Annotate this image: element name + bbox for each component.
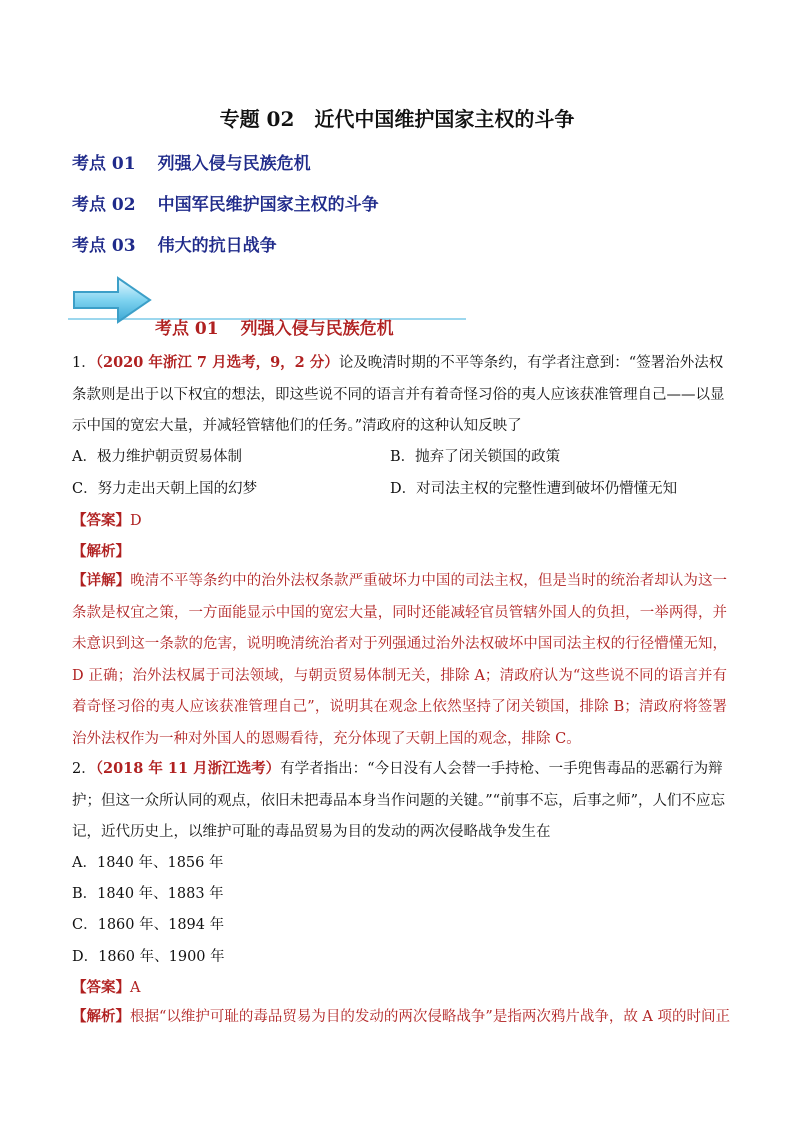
detail-text: 晚清不平等条约中的治外法权条款严重破坏力中国的司法主权，但是当时的统治者却认为这一条款是权宜之策，一方面能显示中国的宽宏大量，同时还能减轻官员管辖外国人的负担，一举两得，并未意识到这一条款的危害，说明晚清统治者对于列强通过治外法权破坏中国司法主权的行径懵懂无知，D 正确；治外法权属于司法领域，与朝贡贸易体制无关，排除 A；清政府认为“这些说不同的语言并有着奇怪习俗的夷人应该获准管理自己”，说明其在观念上依然坚持了闭关锁国，排除 B；清政府将签署治外法权作为一种对外国人的恩赐看待，充分体现了天朝上国的观念，排除 C。 xyxy=(72,573,728,747)
question-1-stem xyxy=(72,347,727,443)
answer-value: D xyxy=(130,513,142,529)
question-number: 2． xyxy=(72,761,96,777)
toc-item-number: 考点 01 xyxy=(72,154,136,174)
question-source: （2018 年 11 月浙江选考） xyxy=(95,760,281,777)
answer-label: 【答案】 xyxy=(72,979,130,996)
section-heading xyxy=(155,314,394,339)
toc-item-number: 考点 02 xyxy=(72,195,136,215)
answer-line xyxy=(72,976,140,997)
question-text: 论及晚清时期的不平等条约，有学者注意到：“签署治外法权条款则是出于以下权宜的想法，即这些说不同的语言并有着奇怪习俗的夷人应该获准管理自己——以显示中国的宽宏大量，并减轻管辖他们的任务。”清政府的这种认知反映了 xyxy=(72,355,725,434)
toc-item-number: 考点 03 xyxy=(72,236,136,256)
analysis-label: 【解析】 xyxy=(72,1008,130,1025)
detail-explanation xyxy=(72,565,727,755)
toc-item-label: 中国军民维护国家主权的斗争 xyxy=(157,195,379,215)
toc-item-label: 伟大的抗日战争 xyxy=(157,236,277,256)
option-d: D．对司法主权的完整性遭到破坏仍懵懂无知 xyxy=(390,481,678,497)
toc-item-2[interactable] xyxy=(72,190,379,215)
question-2-stem xyxy=(72,753,727,849)
option-a: A．极力维护朝贡贸易体制 xyxy=(72,449,242,465)
question-source: （2020 年浙江 7 月选考，9，2 分） xyxy=(95,354,339,371)
toc-item-3[interactable] xyxy=(72,231,277,256)
option-a: A．1840 年、1856 年 xyxy=(72,855,224,871)
toc-item-1[interactable] xyxy=(72,149,311,174)
question-text: 有学者指出：“今日没有人会替一手持枪、一手兜售毒品的恶霸行为辩护；但这一众所认同的观点，依旧未把毒品本身当作问题的关键。”“前事不忘，后事之师”，人们不应忘记，近代历史上，以维护可耻的毒品贸易为目的发动的两次侵略战争发生在 xyxy=(72,761,725,840)
option-d: D．1860 年、1900 年 xyxy=(72,949,225,965)
toc-item-label: 列强入侵与民族危机 xyxy=(157,154,311,174)
section-label: 列强入侵与民族危机 xyxy=(240,319,394,339)
page-title: 专题 02 近代中国维护国家主权的斗争 xyxy=(219,107,575,131)
option-c: C．1860 年、1894 年 xyxy=(72,917,225,933)
section-number: 考点 01 xyxy=(155,319,219,339)
answer-line xyxy=(72,509,142,530)
analysis-text: 根据“以维护可耻的毒品贸易为目的发动的两次侵略战争”是指两次鸦片战争，故 A 项的时间正 xyxy=(130,1009,731,1025)
detail-label: 【详解】 xyxy=(72,572,131,589)
analysis-label: 【解析】 xyxy=(72,543,130,560)
option-b: B．1840 年、1883 年 xyxy=(72,886,224,902)
analysis-line xyxy=(72,540,130,561)
question-number: 1． xyxy=(72,355,96,371)
analysis-explanation xyxy=(72,1001,742,1034)
answer-value: A xyxy=(130,980,141,996)
option-c: C．努力走出天朝上国的幻梦 xyxy=(72,481,258,497)
answer-label: 【答案】 xyxy=(72,512,130,529)
option-b: B．抛弃了闭关锁国的政策 xyxy=(390,449,561,465)
